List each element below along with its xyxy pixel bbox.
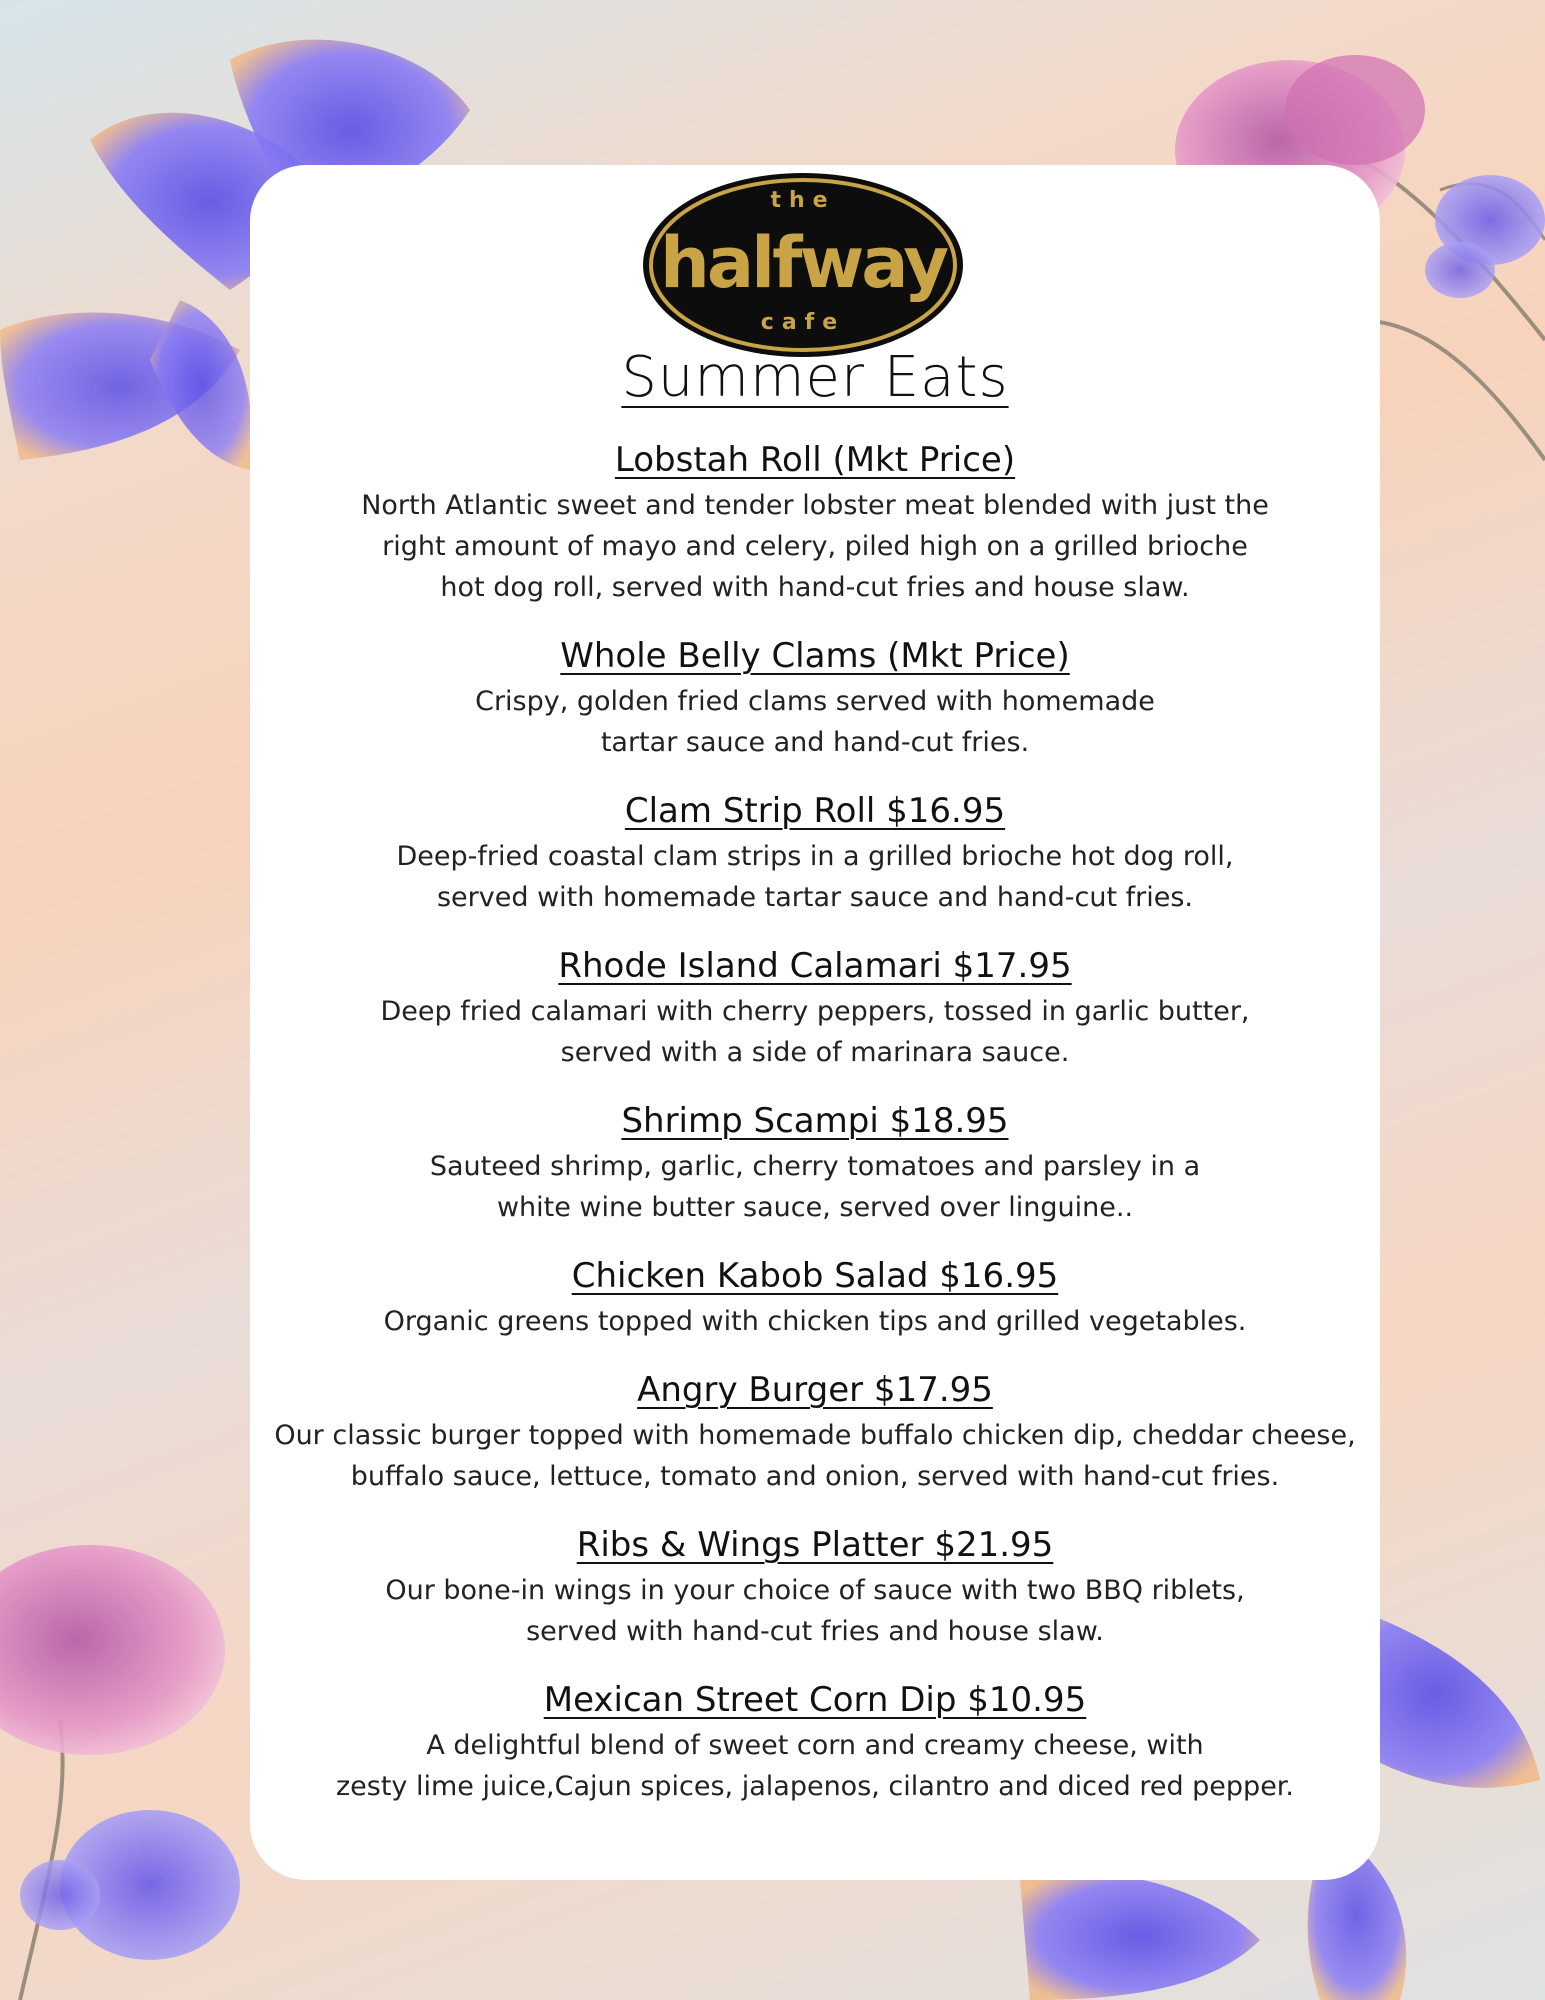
description-line: served with homemade tartar sauce and hand-cut fries.: [436, 882, 1193, 913]
menu-item-name: Mexican Street Corn Dip $10.95: [543, 1680, 1087, 1720]
menu-item-name: Whole Belly Clams (Mkt Price): [560, 636, 1070, 676]
menu-item: [250, 1522, 1380, 1652]
description-line: served with a side of marinara sauce.: [560, 1037, 1070, 1068]
menu-item-name: Lobstah Roll (Mkt Price): [614, 440, 1016, 480]
menu-item: [250, 1098, 1380, 1228]
menu-item-name: Shrimp Scampi $18.95: [621, 1101, 1009, 1141]
menu-item: [250, 633, 1380, 763]
description-line: white wine butter sauce, served over linguine..: [496, 1192, 1134, 1223]
description-line: North Atlantic sweet and tender lobster meat blended with just the: [361, 490, 1269, 521]
menu-item-description: [250, 836, 1380, 918]
menu-item: [250, 1253, 1380, 1342]
description-line: hot dog roll, served with hand-cut fries and house slaw.: [440, 572, 1190, 603]
menu-item: [250, 1367, 1380, 1497]
description-line: Crispy, golden fried clams served with homemade: [475, 686, 1155, 717]
pink-flower-bottom-left-illustration: [0, 1540, 260, 2000]
halfway-cafe-logo: [638, 165, 968, 365]
description-line: Deep fried calamari with cherry peppers, tossed in garlic butter,: [380, 996, 1250, 1027]
description-line: Sauteed shrimp, garlic, cherry tomatoes and parsley in a: [429, 1151, 1201, 1182]
menu-item-description: [250, 991, 1380, 1073]
menu-item: [250, 788, 1380, 918]
menu-item-description: [250, 1725, 1380, 1807]
menu-item-description: [250, 1301, 1380, 1342]
menu-item-name: Ribs & Wings Platter $21.95: [576, 1525, 1054, 1565]
menu-item: [250, 437, 1380, 608]
description-line: Deep-fried coastal clam strips in a grilled brioche hot dog roll,: [396, 841, 1234, 872]
menu-item: [250, 1677, 1380, 1807]
description-line: tartar sauce and hand-cut fries.: [600, 727, 1030, 758]
svg-text:halfway: halfway: [660, 222, 946, 304]
description-line: buffalo sauce, lettuce, tomato and onion, served with hand-cut fries.: [350, 1461, 1280, 1492]
menu-title: Summer Eats: [621, 345, 1009, 410]
description-line: served with hand-cut fries and house slaw.: [526, 1616, 1104, 1647]
menu-item-description: [250, 1415, 1380, 1497]
menu-item: [250, 943, 1380, 1073]
description-line: zesty lime juice,Cajun spices, jalapenos, cilantro and diced red pepper.: [335, 1771, 1295, 1802]
menu-item-description: [250, 1570, 1380, 1652]
description-line: right amount of mayo and celery, piled high on a grilled brioche: [382, 531, 1248, 562]
menu-item-description: [250, 485, 1380, 608]
menu-items-list: [250, 437, 1380, 1832]
svg-text:cafe: cafe: [760, 310, 846, 335]
menu-item-description: [250, 1146, 1380, 1228]
menu-card: [250, 165, 1380, 1880]
menu-item-name: Clam Strip Roll $16.95: [624, 791, 1006, 831]
description-line: Our classic burger topped with homemade buffalo chicken dip, cheddar cheese,: [274, 1420, 1356, 1451]
menu-item-name: Chicken Kabob Salad $16.95: [571, 1256, 1059, 1296]
description-line: Our bone-in wings in your choice of sauce with two BBQ riblets,: [385, 1575, 1245, 1606]
svg-text:the: the: [770, 188, 836, 213]
description-line: A delightful blend of sweet corn and creamy cheese, with: [426, 1730, 1204, 1761]
description-line: Organic greens topped with chicken tips and grilled vegetables.: [383, 1306, 1247, 1337]
menu-item-description: [250, 681, 1380, 763]
menu-item-name: Rhode Island Calamari $17.95: [558, 946, 1072, 986]
menu-item-name: Angry Burger $17.95: [637, 1370, 993, 1410]
